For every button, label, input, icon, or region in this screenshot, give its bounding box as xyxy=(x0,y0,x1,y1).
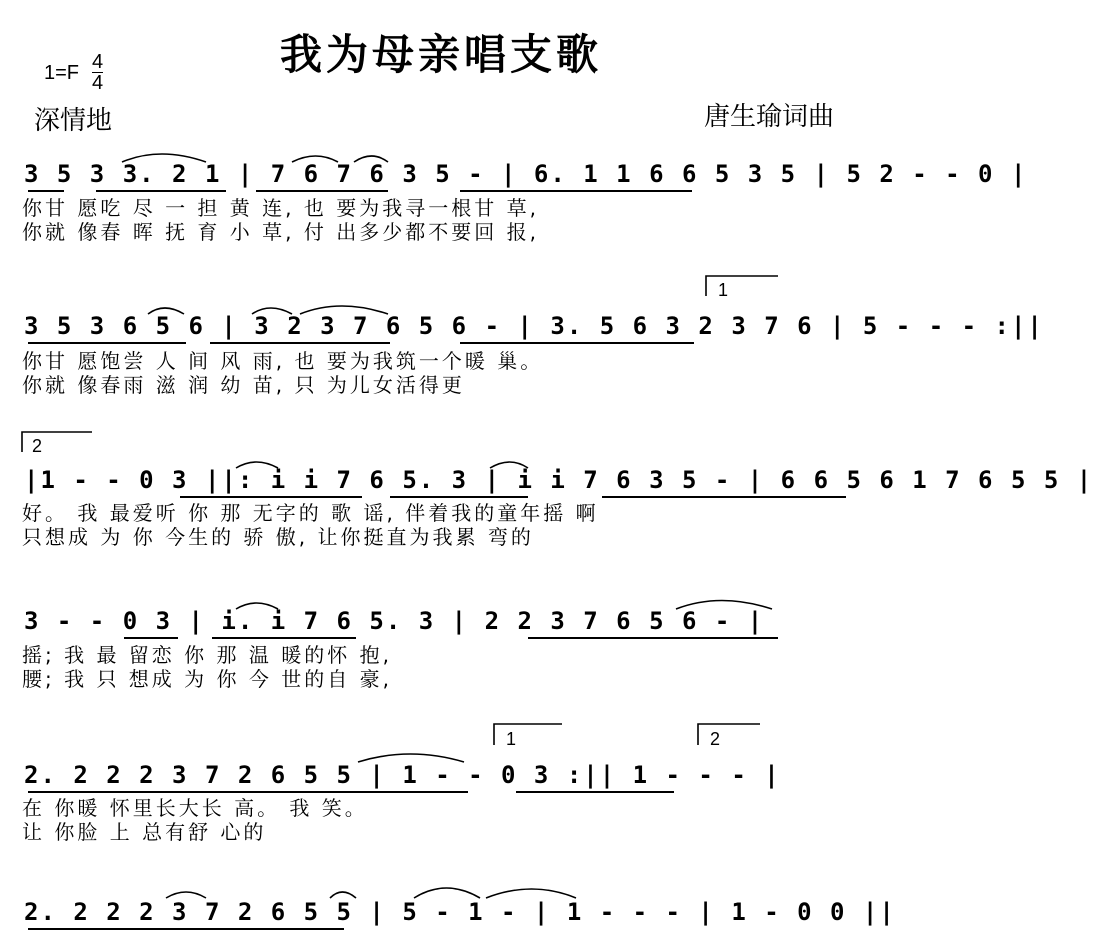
notation-line-5: 2. 2 2 2 3 7 2 6 5 5 | 1 - - 0 3 :|| 1 - - - | xyxy=(24,761,781,789)
tempo-marking: 深情地 xyxy=(34,106,113,136)
time-signature-bottom: 4 xyxy=(92,72,104,94)
beam-lines xyxy=(28,191,846,929)
lyric-line-4b: 腰; 我 只 想成 为 你 今 世的自 豪, xyxy=(22,667,392,691)
time-signature-top: 4 xyxy=(92,51,104,73)
notation-line-6: 2. 2 2 2 3 7 2 6 5 5 | 5 - 1 - | 1 - - - | 1 - 0 0 || xyxy=(24,898,896,926)
volta-brackets xyxy=(22,276,778,745)
volta-label-1: 1 xyxy=(718,280,729,300)
lyric-line-5b: 让 你脸 上 总有舒 心的 xyxy=(22,820,267,844)
volta-label-3: 1 xyxy=(506,729,517,749)
key-signature: 1=F xyxy=(44,62,80,84)
lyric-line-5a: 在 你暖 怀里长大长 高。 我 笑。 xyxy=(22,796,368,820)
slur-marks xyxy=(122,154,772,898)
volta-label-4: 2 xyxy=(710,729,721,749)
lyric-line-3a: 好。 我 最爱听 你 那 无字的 歌 谣, 伴着我的童年摇 啊 xyxy=(22,501,599,525)
song-title: 我为母亲唱支歌 xyxy=(279,30,602,79)
notation-line-1: 3 5 3 3. 2 1 | 7 6 7 6 3 5 - | 6. 1 1 6 6 5 3 5 | 5 2 - - 0 | xyxy=(24,160,1028,188)
volta-label-2: 2 xyxy=(32,436,43,456)
lyric-line-2b: 你就 像春雨 滋 润 幼 苗, 只 为儿女活得更 xyxy=(22,373,465,397)
lyric-line-3b: 只想成 为 你 今生的 骄 傲, 让你挺直为我累 弯的 xyxy=(22,525,534,549)
author-credit: 唐生瑜词曲 xyxy=(704,102,835,132)
notation-line-3: |1 - - 0 3 ||: i i 7 6 5. 3 | i i 7 6 3 5 - | 6 6 5 6 1 7 6 5 5 | xyxy=(24,466,1093,494)
lyric-line-2a: 你甘 愿饱尝 人 间 风 雨, 也 要为我筑一个暖 巢。 xyxy=(22,349,544,373)
lyric-line-1b: 你就 像春 晖 抚 育 小 草, 付 出多少都不要回 报, xyxy=(22,220,539,244)
notation-line-4: 3 - - 0 3 | i. i 7 6 5. 3 | 2 2 3 7 6 5 6 - | xyxy=(24,607,765,635)
notation-line-2: 3 5 3 6 5 6 | 3 2 3 7 6 5 6 - | 3. 5 6 3 2 3 7 6 | 5 - - - :|| xyxy=(24,312,1044,340)
lyric-line-4a: 摇; 我 最 留恋 你 那 温 暖的怀 抱, xyxy=(22,643,392,667)
lyric-line-1a: 你甘 愿吃 尽 一 担 黄 连, 也 要为我寻一根甘 草, xyxy=(22,196,539,220)
